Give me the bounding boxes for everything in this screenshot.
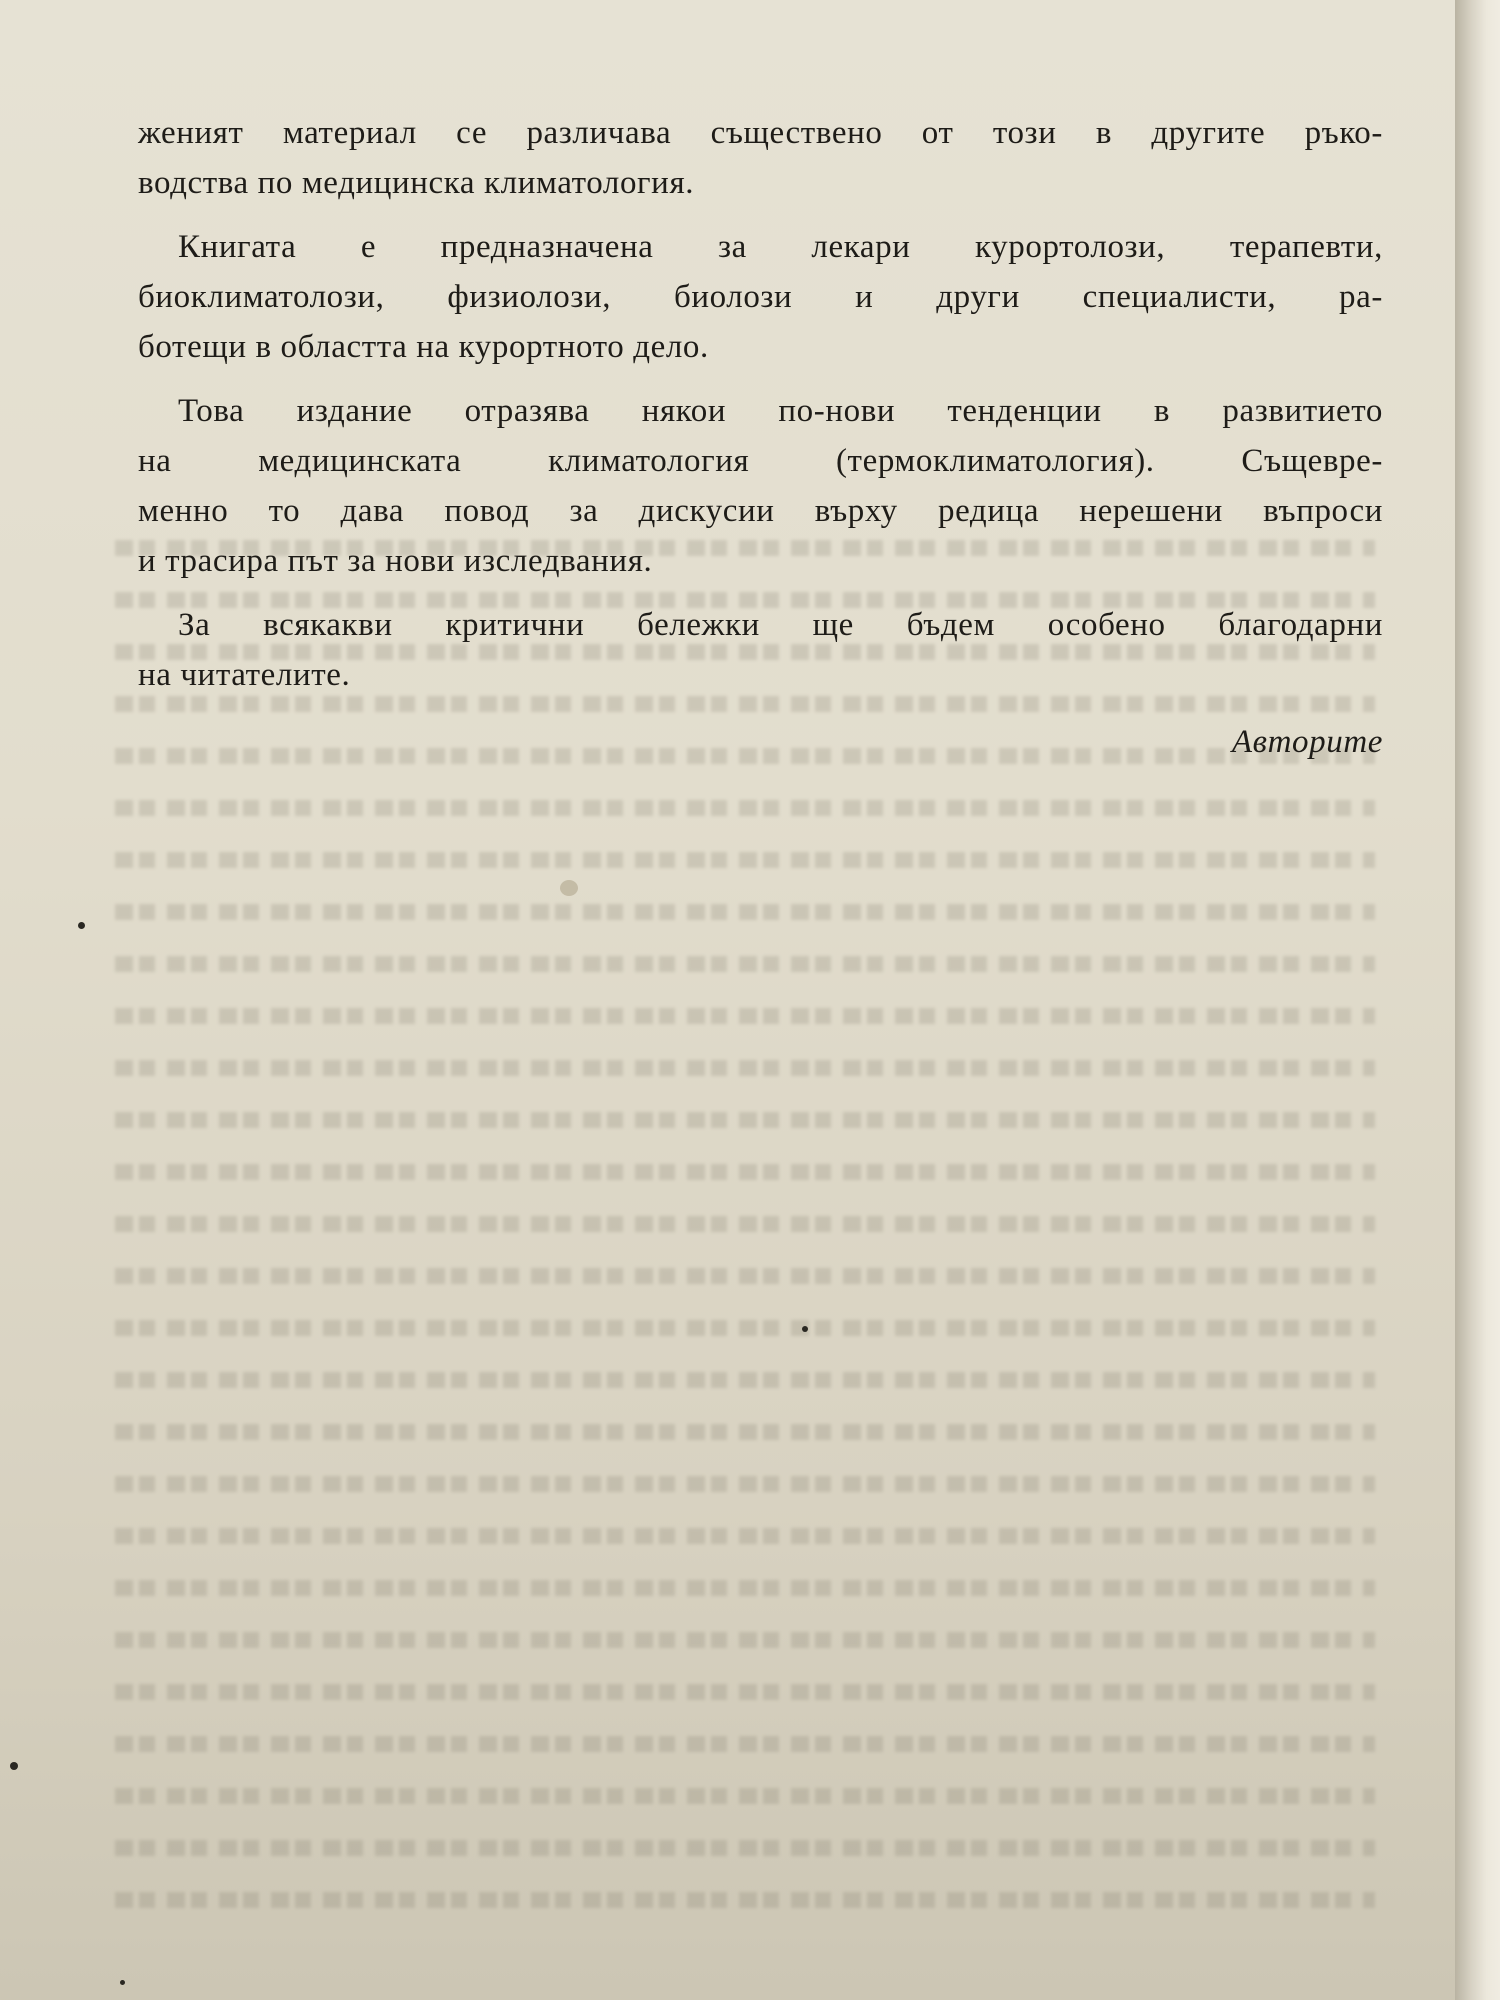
ghost-line: [115, 1424, 1375, 1440]
ghost-line: [115, 1112, 1375, 1128]
ink-speck: [78, 922, 85, 929]
paper-stain: [560, 880, 578, 896]
ghost-line: [115, 1216, 1375, 1232]
ghost-line: [115, 1164, 1375, 1180]
ghost-line: [115, 956, 1375, 972]
ghost-line: [115, 1736, 1375, 1752]
text-line: За всякакви критични бележки ще бъдем особено благодарни: [178, 607, 1383, 643]
ghost-line: [115, 1684, 1375, 1700]
signature-authors: Авторите: [1231, 724, 1383, 760]
ghost-line: [115, 1892, 1375, 1908]
ghost-line: [115, 1060, 1375, 1076]
text-line: менно то дава повод за дискусии върху редица нерешени въпроси: [138, 493, 1383, 529]
text-line: на читателите.: [138, 657, 351, 693]
text-line: на медицинската климатология (термоклиматология). Същевре-: [138, 443, 1383, 479]
ink-speck: [120, 1980, 125, 1985]
ghost-line: [115, 852, 1375, 868]
text-line: женият материал се различава съществено от този в другите ръко-: [138, 115, 1383, 151]
paragraph-4: [138, 600, 1383, 700]
ghost-line: [115, 800, 1375, 816]
ink-speck: [10, 1762, 18, 1770]
ghost-line: [115, 1268, 1375, 1284]
text-line: ботещи в областта на курортното дело.: [138, 329, 709, 365]
text-line: и трасира път за нови изследвания.: [138, 543, 653, 579]
paragraph-2: [138, 222, 1383, 372]
paragraph-1: [138, 108, 1383, 208]
ghost-line: [115, 1580, 1375, 1596]
ghost-line: [115, 1840, 1375, 1856]
ghost-line: [115, 1008, 1375, 1024]
ghost-line: [115, 1528, 1375, 1544]
ghost-line: [115, 1476, 1375, 1492]
ghost-line: [115, 1320, 1375, 1336]
ghost-line: [115, 1632, 1375, 1648]
text-line: водства по медицинска климатология.: [138, 165, 695, 201]
preface-text: [138, 108, 1383, 770]
ink-speck: [802, 1326, 808, 1332]
text-line: Това издание отразява някои по-нови тенденции в развитието: [178, 393, 1383, 429]
text-line: Книгата е предназначена за лекари курортолози, терапевти,: [178, 229, 1383, 265]
page-binding-edge: [1455, 0, 1500, 2000]
paragraph-3: [138, 386, 1383, 586]
ghost-line: [115, 1372, 1375, 1388]
ghost-line: [115, 1788, 1375, 1804]
text-line: биоклиматолози, физиолози, биолози и други специалисти, ра-: [138, 279, 1383, 315]
ghost-line: [115, 904, 1375, 920]
